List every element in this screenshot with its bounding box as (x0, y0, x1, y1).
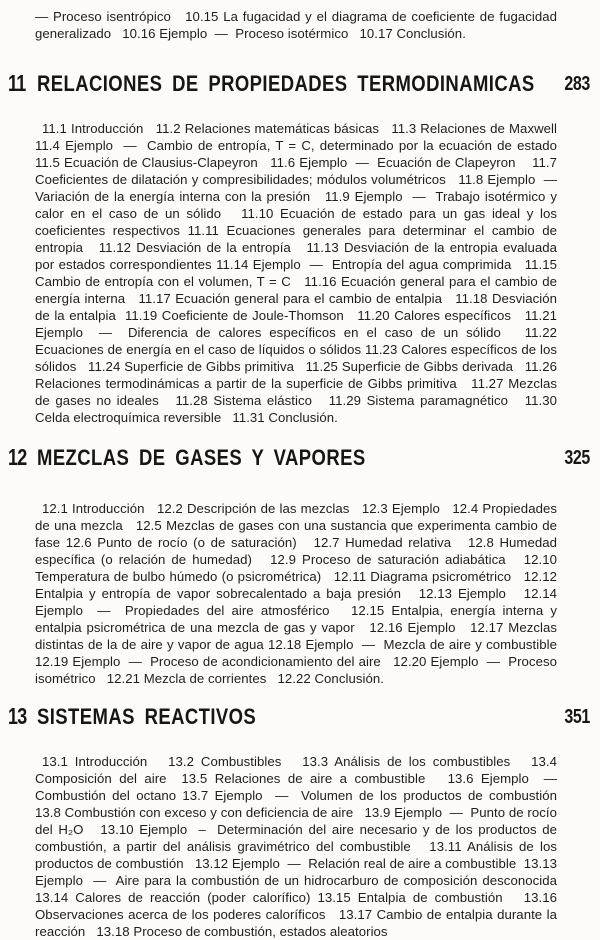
chapter-13-contents: 13.1 Introducción 13.2 Combustibles 13.3 Análisis de los combustibles 13.4 Composición del aire 13.5 Relaciones de aire a combustible 13.6 Ejemplo — Combustión del octano 13.7 Ejemplo — Volumen de los productos de combustión 13.8 Combustión con exceso y con deficiencia de aire 13.9 Ejemplo — Punto de rocío del H₂O 13.10 Ejemplo – Determinación del aire necesario y de los productos de combustión, a partir del análisis gravimétrico del combustible 13.11 Análisis de los productos de combustión 13.12 Ejemplo — Relación real de aire a combustible 13.13 Ejemplo — Aire para la combustión de un hidrocarburo de composición desconocida 13.14 Calores de reacción (poder calorífico) 13.15 Entalpia de combustión 13.16 Observaciones acerca de los poderes caloríficos 13.17 Cambio de entalpia durante la reacción 13.18 Proceso de combustión, estados aleatorios (35, 754, 569, 939)
chapter-10-continuation-text: — Proceso isentrópico 10.15 La fugacidad y el diagrama de coeficiente de fugacidad generalizado 10.16 Ejemplo — Proceso isotérmico 10.17 Conclusión. (35, 9, 561, 41)
chapter-page-number: 351 (564, 706, 590, 728)
chapter-number: 11 (8, 70, 26, 96)
chapter-number: 13 (8, 703, 27, 729)
chapter-title: RELACIONES DE PROPIEDADES TERMODINAMICAS (37, 71, 535, 96)
chapter-12-contents: 12.1 Introducción 12.2 Descripción de las mezclas 12.3 Ejemplo 12.4 Propiedades de una mezcla 12.5 Mezclas de gases con una sustancia que experimenta cambio de fase 12.6 Punto de rocío (o de saturación) 12.7 Humedad relativa 12.8 Humedad específica (o relación de humedad) 12.9 Proceso de saturación adiabática 12.10 Temperatura de bulbo húmedo (o psicrométrica) 12.11 Diagrama psicrométrico 12.12 Entalpia y entropía de vapor sobrecalentado a baja presión 12.13 Ejemplo 12.14 Ejemplo — Propiedades del aire atmosférico 12.15 Entalpia, energía interna y entalpia psicrométrica de una mezcla de gas y vapor 12.16 Ejemplo 12.17 Mezclas distintas de la de aire y vapor de agua 12.18 Ejemplo — Mezcla de aire y combustible 12.19 Ejemplo — Proceso de acondicionamiento del aire 12.20 Ejemplo — Proceso isométrico 12.21 Mezcla de corrientes 12.22 Conclusión. (35, 501, 569, 686)
chapter-12-heading (8, 444, 590, 470)
chapter-11-section (8, 70, 590, 426)
chapter-13-heading (8, 703, 590, 729)
chapter-page-number: 325 (564, 447, 590, 469)
chapter-13-section (8, 703, 590, 940)
chapter-11-contents: 11.1 Introducción 11.2 Relaciones matemáticas básicas 11.3 Relaciones de Maxwell 11.4 Ejemplo — Cambio de entropía, T = C, determinado por la ecuación de estado 11.5 Ecuación de Clausius-Clapeyron 11.6 Ejemplo — Ecuación de Clapeyron 11.7 Coeficientes de dilatación y compresibilidades; módulos volumétricos 11.8 Ejemplo — Variación de la energía interna con la presión 11.9 Ejemplo — Trabajo isotérmico y calor en el caso de un sólido 11.10 Ecuación de estado para un gas ideal y los coeficientes respectivos 11.11 Ecuaciones generales para determinar el cambio de entropia 11.12 Desviación de la entropía 11.13 Desviación de la entropia evaluada por estados correspondientes 11.14 Ejemplo — Entropía del agua comprimida 11.15 Cambio de entropía con el volumen, T = C 11.16 Ecuación general para el cambio de energía interna 11.17 Ecuación general para el cambio de entalpia 11.18 Desviación de la entalpia 11.19 Coeficiente de Joule-Thomson 11.20 Calores específicos 11.21 Ejemplo — Diferencia de calores específicos en el caso de un sólido 11.22 Ecuaciones de energía en el caso de líquidos o sólidos 11.23 Calores específicos de los sólidos 11.24 Superficie de Gibbs primitiva 11.25 Superficie de Gibbs derivada 11.26 Relaciones termodinámicas a partir de la superficie de Gibbs primitiva 11.27 Mezclas de gases no ideales 11.28 Sistema elástico 11.29 Sistema paramagnético 11.30 Celda electroquímica reversible 11.31 Conclusión. (35, 121, 565, 425)
chapter-page-number: 283 (564, 73, 590, 95)
chapter-11-heading (8, 70, 590, 96)
chapter-title: MEZCLAS DE GASES Y VAPORES (37, 445, 366, 470)
chapter-title: SISTEMAS REACTIVOS (37, 704, 257, 729)
chapter-12-section (8, 444, 590, 687)
chapter-number: 12 (8, 444, 27, 470)
